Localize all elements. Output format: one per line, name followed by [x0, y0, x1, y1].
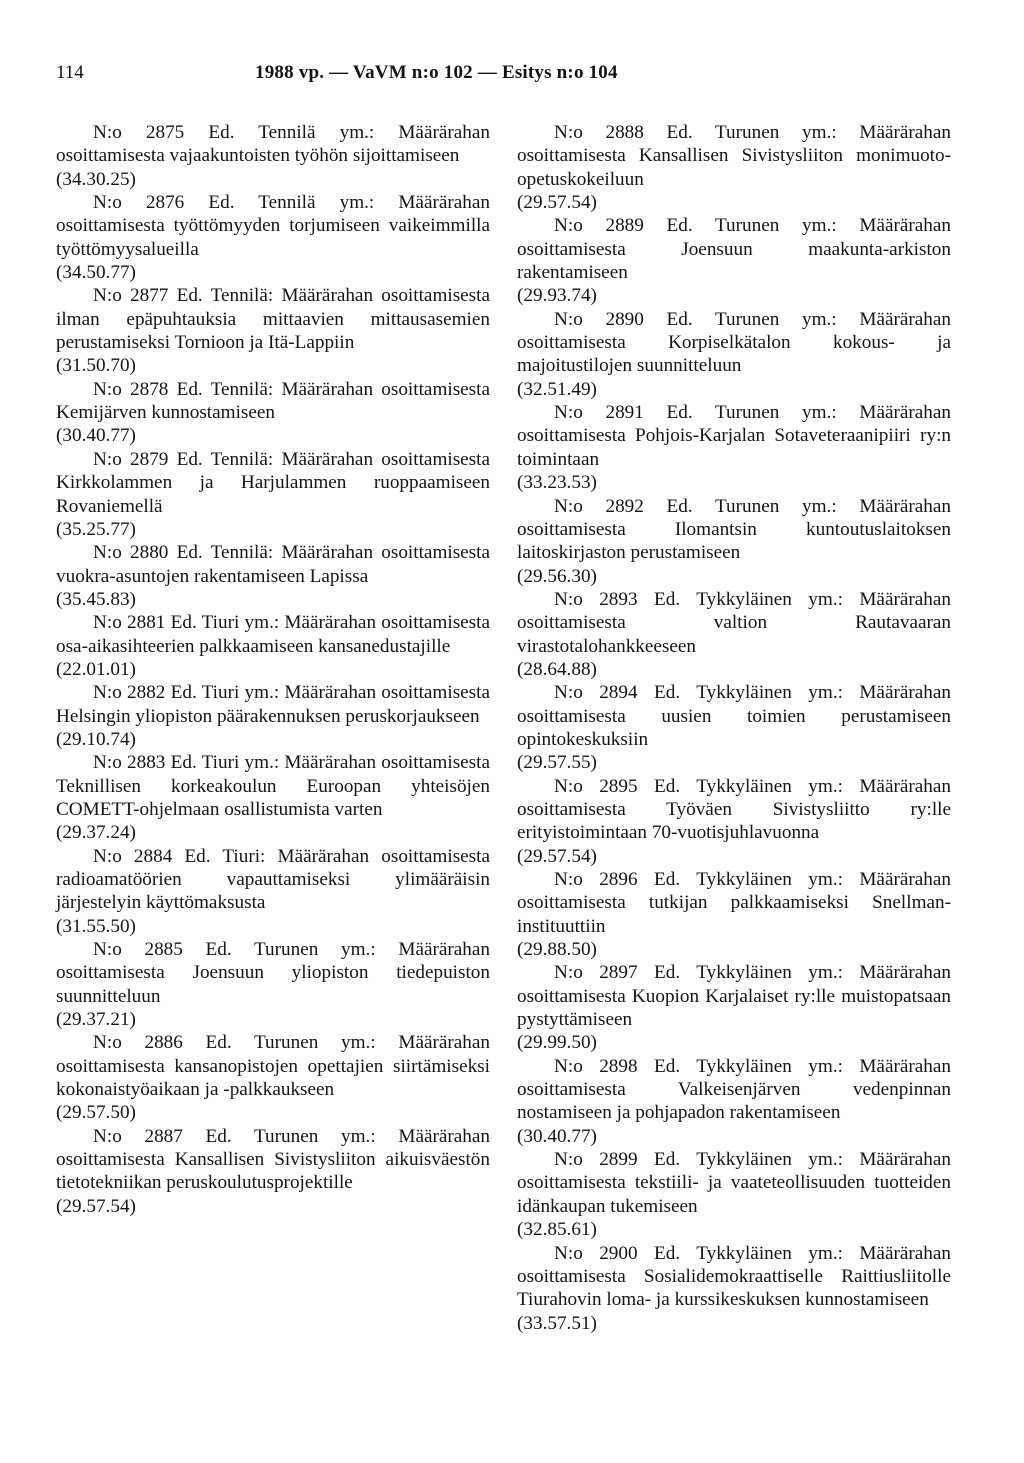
running-title: 1988 vp. — VaVM n:o 102 — Esitys n:o 104	[255, 62, 618, 83]
budget-code: (32.51.49)	[517, 378, 597, 400]
budget-code: (29.37.21)	[56, 1009, 136, 1031]
list-item	[517, 214, 951, 307]
list-item	[517, 868, 951, 961]
list-item	[56, 845, 490, 938]
list-item	[56, 1031, 490, 1124]
budget-code: (33.23.53)	[517, 472, 597, 494]
budget-code: (29.99.50)	[517, 1032, 597, 1054]
entry-text: N:o 2886 Ed. Turunen ym.: Määrärahan osoittamisesta kansanopistojen opettajien siirtämiseksi kokonaistyöaikaan ja -palkkaukseen	[56, 1032, 490, 1101]
entry-text: N:o 2880 Ed. Tennilä: Määrärahan osoittamisesta vuokra-asuntojen rakentamiseen Lapissa	[56, 542, 490, 587]
entry-text: N:o 2883 Ed. Tiuri ym.: Määrärahan osoittamisesta Teknillisen korkeakoulun Euroopan yhteisöjen COMETT-ohjelmaan osallistumista varten	[56, 752, 490, 820]
list-item	[56, 378, 490, 448]
entry-text: N:o 2891 Ed. Turunen ym.: Määrärahan osoittamisesta Pohjois-Karjalan Sotaveteraanipiiri ry:n toimintaan	[517, 402, 951, 470]
entry-text: N:o 2885 Ed. Turunen ym.: Määrärahan osoittamisesta Joensuun yliopiston tiedepuiston suunnitteluun	[56, 939, 490, 1007]
entry-text: N:o 2882 Ed. Tiuri ym.: Määrärahan osoittamisesta Helsingin yliopiston päärakennuksen peruskorjaukseen	[56, 682, 490, 727]
list-item	[517, 681, 951, 774]
entry-text: N:o 2897 Ed. Tykkyläinen ym.: Määrärahan osoittamisesta Kuopion Karjalaiset ry:lle muistopatsaan pystyttämiseen	[517, 962, 951, 1031]
list-item	[517, 1242, 951, 1335]
entry-text: N:o 2875 Ed. Tennilä ym.: Määrärahan osoittamisesta vajaakuntoisten työhön sijoittamiseen	[56, 122, 490, 167]
list-item	[517, 1148, 951, 1241]
budget-code: (29.57.54)	[517, 192, 597, 214]
page-number: 114	[56, 62, 84, 83]
list-item	[56, 681, 490, 751]
list-item	[56, 751, 490, 844]
entry-text: N:o 2878 Ed. Tennilä: Määrärahan osoittamisesta Kemijärven kunnostamiseen	[56, 378, 490, 424]
list-item	[56, 284, 490, 377]
list-item	[517, 308, 951, 401]
list-item	[517, 775, 951, 868]
entry-text: N:o 2898 Ed. Tykkyläinen ym.: Määrärahan osoittamisesta Valkeisenjärven vedenpinnan nostamiseen ja pohjapadon rakentamiseen	[517, 1055, 951, 1124]
budget-code: (29.57.54)	[56, 1195, 136, 1217]
budget-code: (32.85.61)	[517, 1219, 597, 1241]
right-column	[517, 121, 951, 1335]
entry-text: N:o 2892 Ed. Turunen ym.: Määrärahan osoittamisesta Ilomantsin kuntoutuslaitoksen laitoskirjaston perustamiseen	[517, 495, 951, 564]
budget-code: (29.57.54)	[517, 845, 597, 867]
budget-code: (29.93.74)	[517, 285, 597, 307]
entry-text: N:o 2884 Ed. Tiuri: Määrärahan osoittamisesta radioamatöörien vapauttamiseksi ylimääräisin järjestelyin käyttömaksusta	[56, 845, 490, 914]
budget-code: (29.37.24)	[56, 822, 136, 844]
budget-code: (31.50.70)	[56, 355, 136, 377]
budget-code: (35.25.77)	[56, 518, 136, 540]
entry-text: N:o 2887 Ed. Turunen ym.: Määrärahan osoittamisesta Kansallisen Sivistysliiton aikuisväestön tietotekniikan peruskoulutusprojektille	[56, 1125, 490, 1194]
entry-text: N:o 2893 Ed. Tykkyläinen ym.: Määrärahan osoittamisesta valtion Rautavaaran virastotalohankkeeseen	[517, 588, 951, 657]
list-item	[517, 1055, 951, 1148]
entry-text: N:o 2881 Ed. Tiuri ym.: Määrärahan osoittamisesta osa-aikasihteerien palkkaamiseen kansanedustajille	[56, 612, 490, 657]
entry-text: N:o 2900 Ed. Tykkyläinen ym.: Määrärahan osoittamisesta Sosialidemokraattiselle Raittiusliitolle Tiurahovin loma- ja kurssikeskuksen kunnostamiseen	[517, 1242, 951, 1311]
list-item	[517, 401, 951, 494]
entry-text: N:o 2890 Ed. Turunen ym.: Määrärahan osoittamisesta Korpiselkätalon kokous- ja majoitustilojen suunnitteluun	[517, 308, 951, 377]
entry-text: N:o 2894 Ed. Tykkyläinen ym.: Määrärahan osoittamisesta uusien toimien perustamiseen opintokeskuksiin	[517, 682, 951, 750]
list-item	[56, 611, 490, 681]
budget-code: (29.10.74)	[56, 728, 136, 750]
list-item	[56, 121, 490, 191]
list-item	[517, 961, 951, 1054]
budget-code: (34.50.77)	[56, 262, 136, 284]
entry-text: N:o 2896 Ed. Tykkyläinen ym.: Määrärahan osoittamisesta tutkijan palkkaamiseksi Snellman-instituuttiin	[517, 869, 951, 937]
list-item	[56, 938, 490, 1031]
entry-text: N:o 2879 Ed. Tennilä: Määrärahan osoittamisesta Kirkkolammen ja Harjulammen ruoppaamiseen Rovaniemellä	[56, 448, 490, 517]
budget-code: (30.40.77)	[56, 425, 136, 447]
budget-code: (34.30.25)	[56, 168, 136, 190]
entry-text: N:o 2895 Ed. Tykkyläinen ym.: Määrärahan osoittamisesta Työväen Sivistysliitto ry:lle erityistoimintaan 70-vuotisjuhlavuonna	[517, 775, 951, 844]
left-column	[56, 121, 490, 1218]
entry-text: N:o 2899 Ed. Tykkyläinen ym.: Määrärahan osoittamisesta tekstiili- ja vaateteollisuuden tuotteiden idänkaupan tukemiseen	[517, 1149, 951, 1217]
budget-code: (29.56.30)	[517, 565, 597, 587]
list-item	[56, 448, 490, 541]
budget-code: (35.45.83)	[56, 588, 136, 610]
budget-code: (22.01.01)	[56, 658, 136, 680]
budget-code: (29.57.55)	[517, 752, 597, 774]
budget-code: (29.57.50)	[56, 1102, 136, 1124]
budget-code: (33.57.51)	[517, 1312, 597, 1334]
budget-code: (28.64.88)	[517, 658, 597, 680]
list-item	[517, 121, 951, 214]
entry-text: N:o 2889 Ed. Turunen ym.: Määrärahan osoittamisesta Joensuun maakunta-arkiston rakentamiseen	[517, 215, 951, 284]
budget-code: (30.40.77)	[517, 1125, 597, 1147]
list-item	[56, 1125, 490, 1218]
list-item	[56, 191, 490, 284]
entry-text: N:o 2876 Ed. Tennilä ym.: Määrärahan osoittamisesta työttömyyden torjumiseen vaikeimmilla työttömyysalueilla	[56, 192, 490, 260]
list-item	[517, 495, 951, 588]
entry-text: N:o 2888 Ed. Turunen ym.: Määrärahan osoittamisesta Kansallisen Sivistysliiton monimuoto-opetuskokeiluun	[517, 122, 951, 190]
page-header	[56, 62, 968, 92]
budget-code: (31.55.50)	[56, 915, 136, 937]
list-item	[56, 541, 490, 611]
list-item	[517, 588, 951, 681]
entry-text: N:o 2877 Ed. Tennilä: Määrärahan osoittamisesta ilman epäpuhtauksia mittaavien mittausasemien perustamiseksi Tornioon ja Itä-Lappiin	[56, 285, 490, 354]
budget-code: (29.88.50)	[517, 939, 597, 961]
